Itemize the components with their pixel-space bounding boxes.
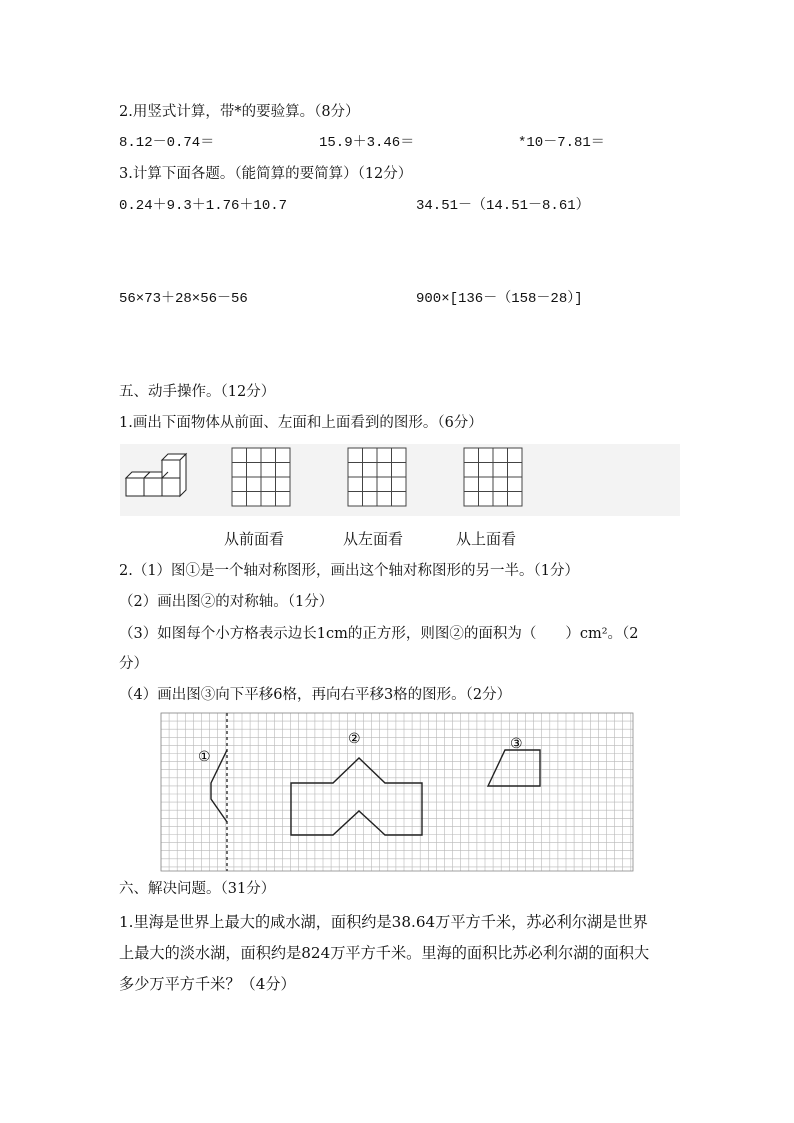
- three-views-figure: [120, 444, 680, 516]
- grid-cell: [508, 448, 523, 463]
- front-view-grid: [232, 448, 290, 506]
- grid-cell: [232, 448, 247, 463]
- grid-cell: [392, 477, 407, 492]
- question-5-1: 1.画出下面物体从前面、左面和上面看到的图形。（6分）: [119, 415, 483, 431]
- grid-cell: [261, 463, 276, 478]
- grid-cell: [348, 448, 363, 463]
- grid-cell: [348, 477, 363, 492]
- grid-cell: [261, 477, 276, 492]
- grid-cell: [392, 463, 407, 478]
- figure-2-label: ②: [348, 731, 361, 747]
- calc-item: 15.9＋3.46＝: [319, 135, 415, 151]
- grid-cell: [377, 477, 392, 492]
- question-4-2-heading: 2.用竖式计算，带*的要验算。（8分）: [119, 104, 360, 120]
- grid-cell: [493, 492, 508, 507]
- front-view-label: 从前面看: [224, 530, 285, 548]
- left-view-label: 从左面看: [343, 530, 404, 548]
- grid-cell: [276, 463, 291, 478]
- grid-cell: [276, 448, 291, 463]
- grid-cell: [479, 492, 494, 507]
- grid-cell: [247, 477, 262, 492]
- section-6-heading: 六、解决问题。（31分）: [119, 881, 276, 897]
- question-5-2-1: 2.（1）图①是一个轴对称图形，画出这个轴对称图形的另一半。（1分）: [119, 563, 580, 579]
- square-grid: [161, 713, 633, 871]
- grid-cell: [493, 448, 508, 463]
- grid-cell: [508, 492, 523, 507]
- grid-cell: [363, 448, 378, 463]
- question-4-3-heading: 3.计算下面各题。（能简算的要简算）（12分）: [119, 166, 413, 182]
- grid-cell: [392, 492, 407, 507]
- grid-cell: [232, 492, 247, 507]
- grid-cell: [261, 448, 276, 463]
- grid-cell: [247, 492, 262, 507]
- grid-cell: [392, 448, 407, 463]
- section-5-heading: 五、动手操作。（12分）: [119, 384, 276, 400]
- calc-item: 0.24＋9.3＋1.76＋10.7: [119, 198, 288, 214]
- figure-3-label: ③: [510, 736, 523, 752]
- left-view-grid: [348, 448, 406, 506]
- figure-1-label: ①: [198, 749, 211, 765]
- grid-cell: [232, 477, 247, 492]
- grid-cell: [363, 477, 378, 492]
- question-5-2-3: （3）如图每个小方格表示边长1cm的正方形，则图②的面积为（ ）cm²。（2: [119, 626, 639, 642]
- grid-cell: [247, 448, 262, 463]
- top-view-label: 从上面看: [456, 530, 517, 548]
- grid-figure: [160, 712, 634, 872]
- calc-item: *10－7.81＝: [518, 135, 605, 151]
- top-view-grid: [464, 448, 522, 506]
- grid-cell: [232, 463, 247, 478]
- grid-cell: [508, 477, 523, 492]
- grid-cell: [493, 477, 508, 492]
- question-6-1-line1: 1.里海是世界上最大的咸水湖，面积约是38.64万平方千米，苏必利尔湖是世界: [119, 913, 648, 931]
- grid-cell: [464, 463, 479, 478]
- question-5-2-2: （2）画出图②的对称轴。（1分）: [119, 594, 334, 610]
- grid-cell: [247, 463, 262, 478]
- grid-cell: [276, 477, 291, 492]
- grid-cell: [464, 477, 479, 492]
- grid-border: [161, 713, 633, 871]
- grid-cell: [363, 492, 378, 507]
- grid-cell: [377, 492, 392, 507]
- grid-cell: [363, 463, 378, 478]
- grid-cell: [348, 463, 363, 478]
- question-5-2-3-cont: 分）: [119, 656, 148, 672]
- grid-cell: [464, 448, 479, 463]
- grid-cell: [464, 492, 479, 507]
- question-6-1-line3: 多少万平方千米？（4分）: [119, 975, 296, 993]
- grid-cell: [479, 448, 494, 463]
- figure-3-trapezoid: [488, 750, 540, 786]
- grid-cell: [377, 448, 392, 463]
- grid-cell: [276, 492, 291, 507]
- calc-item: 56×73＋28×56－56: [119, 291, 248, 307]
- calc-item: 900×[136－（158－28）]: [416, 291, 583, 307]
- question-5-2-4: （4）画出图③向下平移6格，再向右平移3格的图形。（2分）: [119, 687, 512, 703]
- question-6-1-line2: 上最大的淡水湖，面积约是824万平方千米。里海的面积比苏必利尔湖的面积大: [119, 944, 650, 962]
- calc-item: 34.51－（14.51－8.61）: [416, 198, 590, 214]
- grid-cell: [493, 463, 508, 478]
- grid-cell: [348, 492, 363, 507]
- grid-cell: [377, 463, 392, 478]
- grid-cell: [479, 463, 494, 478]
- grid-cell: [508, 463, 523, 478]
- grid-cell: [261, 492, 276, 507]
- grid-cell: [479, 477, 494, 492]
- calc-item: 8.12－0.74＝: [119, 135, 215, 151]
